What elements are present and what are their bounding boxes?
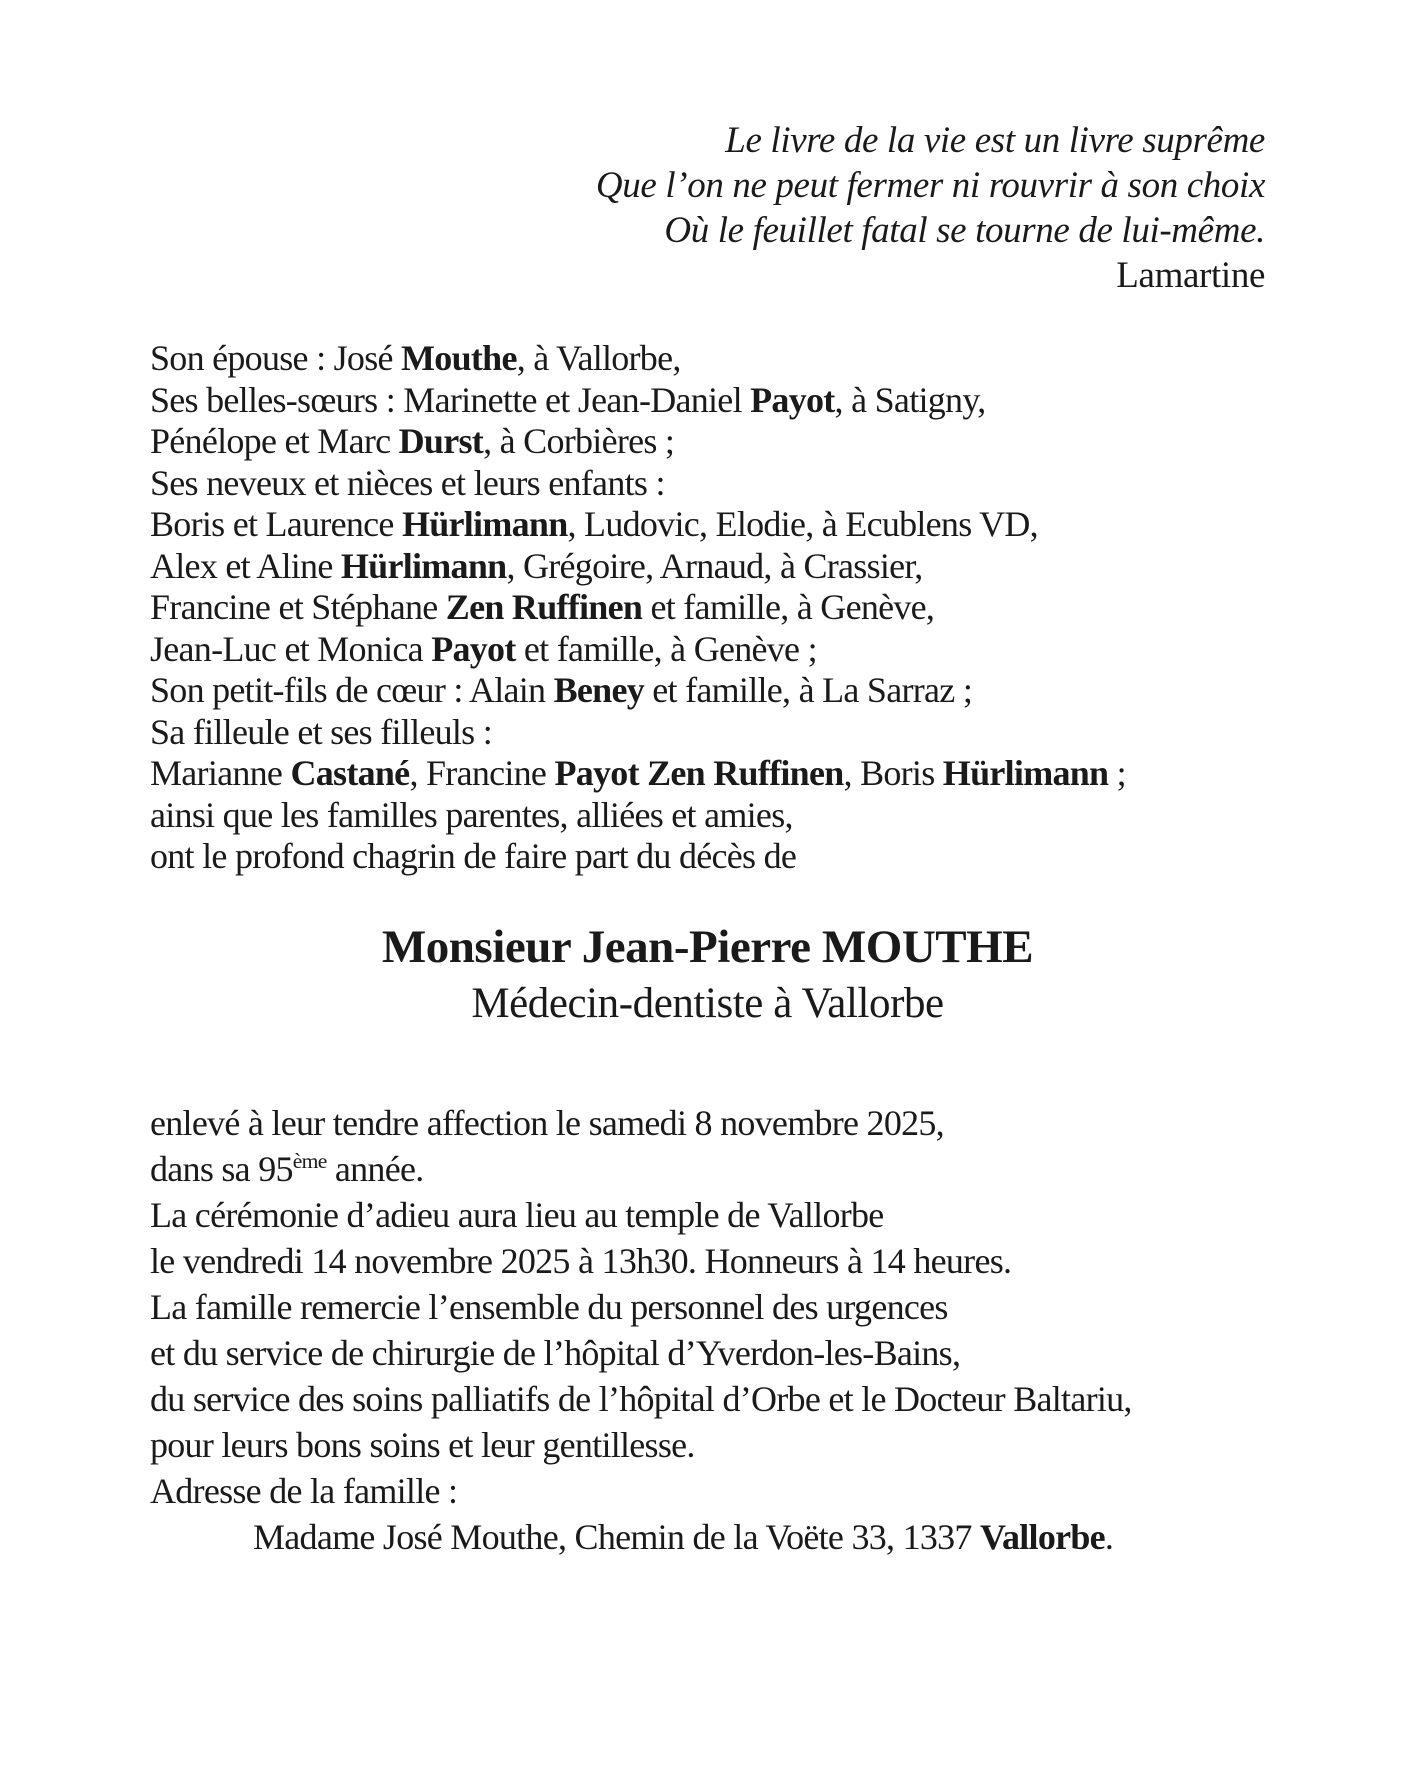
text-line: Où le feuillet fatal se tourne de lui-même. [664, 210, 1265, 251]
text-line: Marianne Castané, Francine Payot Zen Ruffinen, Boris Hürlimann ; [150, 753, 1126, 793]
text-line: Alex et Aline Hürlimann, Grégoire, Arnaud, à Crassier, [150, 545, 923, 586]
epigraph [596, 118, 1265, 298]
text-line: Son épouse : José Mouthe, à Vallorbe, [150, 338, 681, 378]
text-line: ainsi que les familles parentes, alliées et amies, [150, 794, 793, 835]
text-line: Boris et Laurence Hürlimann, Ludovic, Elodie, à Ecublens VD, [150, 504, 1038, 544]
text-line: Le livre de la vie est un livre suprême [725, 120, 1265, 161]
text-line: Adresse de la famille : [150, 1471, 458, 1511]
text-line: ont le profond chagrin de faire part du décès de [150, 836, 797, 876]
text-line: Pénélope et Marc Durst, à Corbières ; [150, 421, 675, 461]
text-line: Sa filleule et ses filleuls : [150, 711, 493, 752]
text-line: Francine et Stéphane Zen Ruffinen et famille, à Genève, [150, 587, 935, 627]
text-line: Madame José Mouthe, Chemin de la Voëte 33, 1337 Vallorbe. [253, 1517, 1114, 1557]
text-line: dans sa 95ème année. [150, 1149, 424, 1189]
text-line: le vendredi 14 novembre 2025 à 13h30. Honneurs à 14 heures. [150, 1241, 1012, 1281]
text-line: Ses neveux et nièces et leurs enfants : [150, 462, 665, 503]
text-line: La cérémonie d’adieu aura lieu au temple de Vallorbe [150, 1195, 884, 1235]
text-line: pour leurs bons soins et leur gentillesse. [150, 1425, 695, 1465]
text-line: et du service de chirurgie de l’hôpital d’Yverdon-les-Bains, [150, 1333, 961, 1373]
deceased-heading [150, 918, 1265, 1031]
text-line: Jean-Luc et Monica Payot et famille, à Genève ; [150, 628, 817, 669]
family-list [150, 338, 1126, 878]
epigraph-lines [596, 118, 1265, 253]
deceased-role: Médecin-dentiste à Vallorbe [471, 980, 944, 1027]
deceased-name: Monsieur Jean-Pierre MOUTHE [381, 921, 1034, 973]
text-line: enlevé à leur tendre affection le samedi 8 novembre 2025, [150, 1103, 944, 1143]
text-line: Ses belles-sœurs : Marinette et Jean-Daniel Payot, à Satigny, [150, 379, 986, 420]
text-line: Que l’on ne peut fermer ni rouvrir à son choix [595, 165, 1265, 206]
ceremony-details [150, 1100, 1132, 1560]
text-line: Son petit-fils de cœur : Alain Beney et famille, à La Sarraz ; [150, 670, 973, 710]
text-line: La famille remercie l’ensemble du personnel des urgences [150, 1287, 948, 1327]
text-line: du service des soins palliatifs de l’hôpital d’Orbe et le Docteur Baltariu, [150, 1379, 1132, 1419]
epigraph-attribution: Lamartine [1116, 255, 1265, 296]
